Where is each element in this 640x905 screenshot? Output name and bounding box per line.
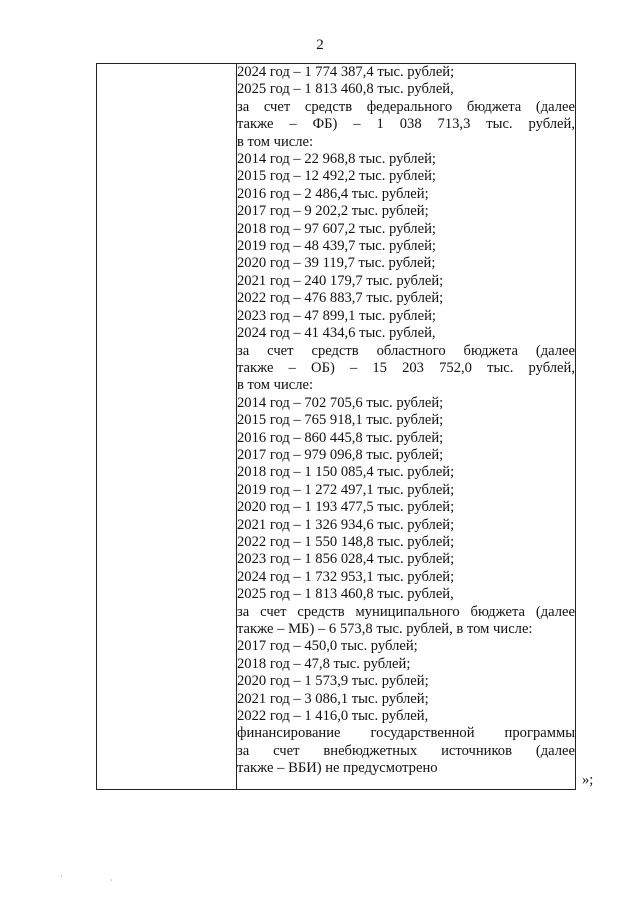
text-line: также – МБ) – 6 573,8 тыс. рублей, в том числе: — [237, 621, 533, 637]
text-line: 2023 год – 1 856 028,4 тыс. рублей; — [237, 551, 455, 568]
text-line: 2017 год – 9 202,2 тыс. рублей; — [237, 203, 429, 220]
text-line: 2025 год – 1 813 460,8 тыс. рублей, — [237, 586, 454, 603]
text-line: 2023 год – 47 899,1 тыс. рублей; — [237, 307, 436, 324]
text-line: 2021 год – 1 326 934,6 тыс. рублей; — [237, 516, 455, 533]
text-line: 2021 год – 240 179,7 тыс. рублей; — [237, 272, 444, 289]
table-row — [97, 64, 576, 790]
text-line: 2020 год – 39 119,7 тыс. рублей; — [237, 255, 436, 272]
text-line: 2016 год – 860 445,8 тыс. рублей; — [237, 429, 444, 446]
funding-text — [237, 64, 575, 778]
text-line: 2014 год – 22 968,8 тыс. рублей; — [237, 151, 436, 168]
text-line: также – ФБ) – 1 038 713,3 тыс. рублей, — [237, 116, 575, 133]
text-line: 2017 год – 450,0 тыс. рублей; — [237, 638, 418, 655]
text-line: в том числе: — [237, 133, 314, 150]
text-line: за счет средств областного бюджета (далее — [237, 342, 575, 359]
text-line: 2025 год – 1 813 460,8 тыс. рублей, — [237, 81, 454, 98]
text-line: за счет средств федерального бюджета (далее — [237, 98, 575, 115]
text-line: 2024 год – 41 434,6 тыс. рублей, — [237, 325, 436, 342]
text-line: 2014 год – 702 705,6 тыс. рублей; — [237, 394, 444, 411]
text-line: также – ОБ) – 15 203 752,0 тыс. рублей, — [237, 359, 575, 376]
text-line: также – ВБИ) не предусмотрено — [237, 760, 438, 777]
text-line: в том числе: — [237, 377, 314, 394]
table-cell-label — [97, 64, 237, 790]
page-number: 2 — [316, 37, 324, 53]
text-line: за счет внебюджетных источников (далее — [237, 742, 575, 759]
text-line: 2018 год – 47,8 тыс. рублей; — [237, 655, 411, 672]
text-line: 2022 год – 1 416,0 тыс. рублей, — [237, 708, 429, 725]
text-line: 2024 год – 1 774 387,4 тыс. рублей; — [237, 64, 455, 80]
text-line: 2016 год – 2 486,4 тыс. рублей; — [237, 185, 429, 202]
text-line: 2024 год – 1 732 953,1 тыс. рублей; — [237, 568, 455, 585]
text-line: за счет средств муниципального бюджета (далее — [237, 603, 575, 620]
text-line: 2022 год – 476 883,7 тыс. рублей; — [237, 290, 444, 307]
text-line: 2019 год – 48 439,7 тыс. рублей; — [237, 238, 436, 255]
text-line: 2017 год – 979 096,8 тыс. рублей; — [237, 446, 444, 463]
text-line: 2015 год – 12 492,2 тыс. рублей; — [237, 168, 436, 185]
text-line: 2020 год – 1 193 477,5 тыс. рублей; — [237, 499, 455, 516]
document-table — [96, 63, 576, 790]
text-line: 2018 год – 1 150 085,4 тыс. рублей; — [237, 464, 455, 481]
text-line: 2018 год – 97 607,2 тыс. рублей; — [237, 220, 436, 237]
text-line: 2022 год – 1 550 148,8 тыс. рублей; — [237, 533, 455, 550]
text-line: 2021 год – 3 086,1 тыс. рублей; — [237, 690, 429, 707]
scan-mark: · — [60, 872, 63, 881]
text-line: 2015 год – 765 918,1 тыс. рублей; — [237, 412, 444, 429]
text-line: 2019 год – 1 272 497,1 тыс. рублей; — [237, 481, 455, 498]
text-line: финансирование государственной программы — [237, 725, 575, 742]
table-cell-content — [237, 64, 576, 790]
text-line: 2020 год – 1 573,9 тыс. рублей; — [237, 673, 429, 690]
scan-mark: · — [110, 876, 113, 885]
closing-quote: »; — [582, 772, 594, 788]
